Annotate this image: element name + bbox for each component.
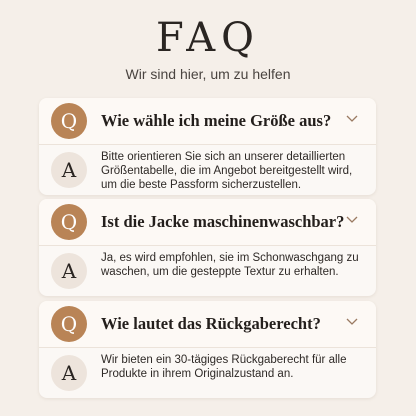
chevron-down-icon[interactable] <box>346 216 358 224</box>
answer-badge: A <box>51 152 87 188</box>
faq-answer-row <box>39 144 376 195</box>
faq-question: Ist die Jacke maschinenwaschbar? <box>101 212 345 231</box>
faq-question: Wie wähle ich meine Größe aus? <box>101 111 332 130</box>
question-badge: Q <box>51 204 87 240</box>
faq-question-row[interactable] <box>39 199 376 245</box>
answer-badge: A <box>51 253 87 289</box>
faq-question-row[interactable] <box>39 301 376 347</box>
question-badge: Q <box>51 306 87 342</box>
faq-answer: Wir bieten ein 30-tägiges Rückgaberecht für alle Produkte in ihrem Originalzustand an. <box>101 354 347 380</box>
page-title: FAQ <box>156 15 260 61</box>
faq-question: Wie lautet das Rückgaberecht? <box>101 314 321 333</box>
faq-answer: Ja, es wird empfohlen, sie im Schonwaschgang zu waschen, um die gesteppte Textur zu erhalten. <box>101 252 359 278</box>
faq-question-row[interactable] <box>39 98 376 144</box>
chevron-down-icon[interactable] <box>346 115 358 123</box>
question-badge: Q <box>51 103 87 139</box>
faq-item-washing <box>39 199 376 296</box>
faq-answer-row <box>39 347 376 398</box>
faq-answer: Bitte orientieren Sie sich an unserer detaillierten Größentabelle, die im Angebot bereitgestellt wird, um die beste Passform sicherzustellen. <box>101 151 353 191</box>
answer-badge: A <box>51 355 87 391</box>
page-subtitle: Wir sind hier, um zu helfen <box>125 66 291 82</box>
faq-item-returns <box>39 301 376 398</box>
chevron-down-icon[interactable] <box>346 318 358 326</box>
faq-answer-row <box>39 245 376 296</box>
faq-item-size <box>39 98 376 195</box>
